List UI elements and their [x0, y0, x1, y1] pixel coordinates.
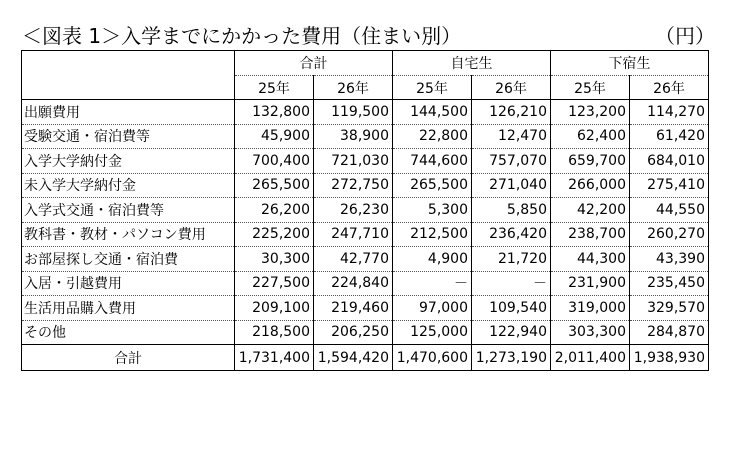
total-row — [22, 345, 709, 371]
row-value: － — [472, 271, 551, 296]
row-value: 21,720 — [472, 247, 551, 272]
table-row — [22, 124, 709, 149]
row-value: 219,460 — [314, 296, 393, 321]
row-value: 272,750 — [314, 173, 393, 198]
row-value: 271,040 — [472, 173, 551, 198]
row-value: 42,200 — [551, 198, 630, 223]
row-value: 238,700 — [551, 222, 630, 247]
table-row — [22, 173, 709, 198]
total-label: 合計 — [22, 345, 235, 371]
row-label: 入学式交通・宿泊費等 — [22, 198, 235, 223]
total-value: 2,011,400 — [551, 345, 630, 371]
row-value: 126,210 — [472, 100, 551, 125]
total-value: 1,594,420 — [314, 345, 393, 371]
row-value: 206,250 — [314, 320, 393, 345]
row-value: 43,390 — [630, 247, 709, 272]
row-value: 123,200 — [551, 100, 630, 125]
header-corner — [22, 51, 235, 76]
row-value: 224,840 — [314, 271, 393, 296]
row-label: 教科書・教材・パソコン費用 — [22, 222, 235, 247]
header-group-home: 自宅生 — [393, 51, 551, 76]
row-value: 209,100 — [235, 296, 314, 321]
header-row-years — [22, 76, 709, 100]
table-row — [22, 320, 709, 345]
row-value: 757,070 — [472, 149, 551, 174]
row-value: 119,500 — [314, 100, 393, 125]
row-value: 684,010 — [630, 149, 709, 174]
row-value: 109,540 — [472, 296, 551, 321]
row-value: 114,270 — [630, 100, 709, 125]
row-value: 235,450 — [630, 271, 709, 296]
row-value: 212,500 — [393, 222, 472, 247]
row-value: 144,500 — [393, 100, 472, 125]
row-value: 22,800 — [393, 124, 472, 149]
row-value: 61,420 — [630, 124, 709, 149]
row-value: 265,500 — [235, 173, 314, 198]
row-value: 227,500 — [235, 271, 314, 296]
header-corner-lower — [22, 76, 235, 100]
header-year: 26年 — [630, 76, 709, 100]
table-row — [22, 149, 709, 174]
row-value: 122,940 — [472, 320, 551, 345]
row-label: 入居・引越費用 — [22, 271, 235, 296]
row-value: 225,200 — [235, 222, 314, 247]
header-group-boarding: 下宿生 — [551, 51, 709, 76]
row-value: 5,300 — [393, 198, 472, 223]
total-value: 1,470,600 — [393, 345, 472, 371]
table-row — [22, 198, 709, 223]
row-value: 26,200 — [235, 198, 314, 223]
row-value: 266,000 — [551, 173, 630, 198]
cost-table — [21, 50, 709, 371]
row-value: 26,230 — [314, 198, 393, 223]
row-value: 659,700 — [551, 149, 630, 174]
table-row — [22, 222, 709, 247]
row-value: 125,000 — [393, 320, 472, 345]
row-value: 275,410 — [630, 173, 709, 198]
row-value: 132,800 — [235, 100, 314, 125]
row-label: 生活用品購入費用 — [22, 296, 235, 321]
table-row — [22, 271, 709, 296]
row-value: 236,420 — [472, 222, 551, 247]
row-label: その他 — [22, 320, 235, 345]
table-row — [22, 296, 709, 321]
header-row-groups — [22, 51, 709, 76]
row-value: 97,000 — [393, 296, 472, 321]
row-label: 受験交通・宿泊費等 — [22, 124, 235, 149]
header-year: 25年 — [393, 76, 472, 100]
table-row — [22, 247, 709, 272]
row-value: － — [393, 271, 472, 296]
row-label: 出願費用 — [22, 100, 235, 125]
row-value: 12,470 — [472, 124, 551, 149]
page-title: ＜図表 1＞入学までにかかった費用（住まい別） — [22, 24, 462, 48]
table-row — [22, 100, 709, 125]
row-value: 247,710 — [314, 222, 393, 247]
unit-label: （円） — [655, 24, 715, 48]
row-value: 62,400 — [551, 124, 630, 149]
row-value: 44,300 — [551, 247, 630, 272]
total-value: 1,273,190 — [472, 345, 551, 371]
row-label: お部屋探し交通・宿泊費 — [22, 247, 235, 272]
row-value: 4,900 — [393, 247, 472, 272]
row-value: 38,900 — [314, 124, 393, 149]
header-year: 25年 — [235, 76, 314, 100]
row-value: 284,870 — [630, 320, 709, 345]
row-label: 入学大学納付金 — [22, 149, 235, 174]
row-value: 744,600 — [393, 149, 472, 174]
header-year: 26年 — [472, 76, 551, 100]
row-value: 218,500 — [235, 320, 314, 345]
row-value: 30,300 — [235, 247, 314, 272]
row-value: 319,000 — [551, 296, 630, 321]
row-value: 700,400 — [235, 149, 314, 174]
row-value: 260,270 — [630, 222, 709, 247]
row-value: 329,570 — [630, 296, 709, 321]
row-value: 721,030 — [314, 149, 393, 174]
row-value: 303,300 — [551, 320, 630, 345]
row-value: 5,850 — [472, 198, 551, 223]
row-value: 45,900 — [235, 124, 314, 149]
header-year: 25年 — [551, 76, 630, 100]
total-value: 1,731,400 — [235, 345, 314, 371]
header-group-total: 合計 — [235, 51, 393, 76]
row-value: 231,900 — [551, 271, 630, 296]
row-value: 265,500 — [393, 173, 472, 198]
total-value: 1,938,930 — [630, 345, 709, 371]
row-value: 44,550 — [630, 198, 709, 223]
row-label: 未入学大学納付金 — [22, 173, 235, 198]
header-year: 26年 — [314, 76, 393, 100]
row-value: 42,770 — [314, 247, 393, 272]
